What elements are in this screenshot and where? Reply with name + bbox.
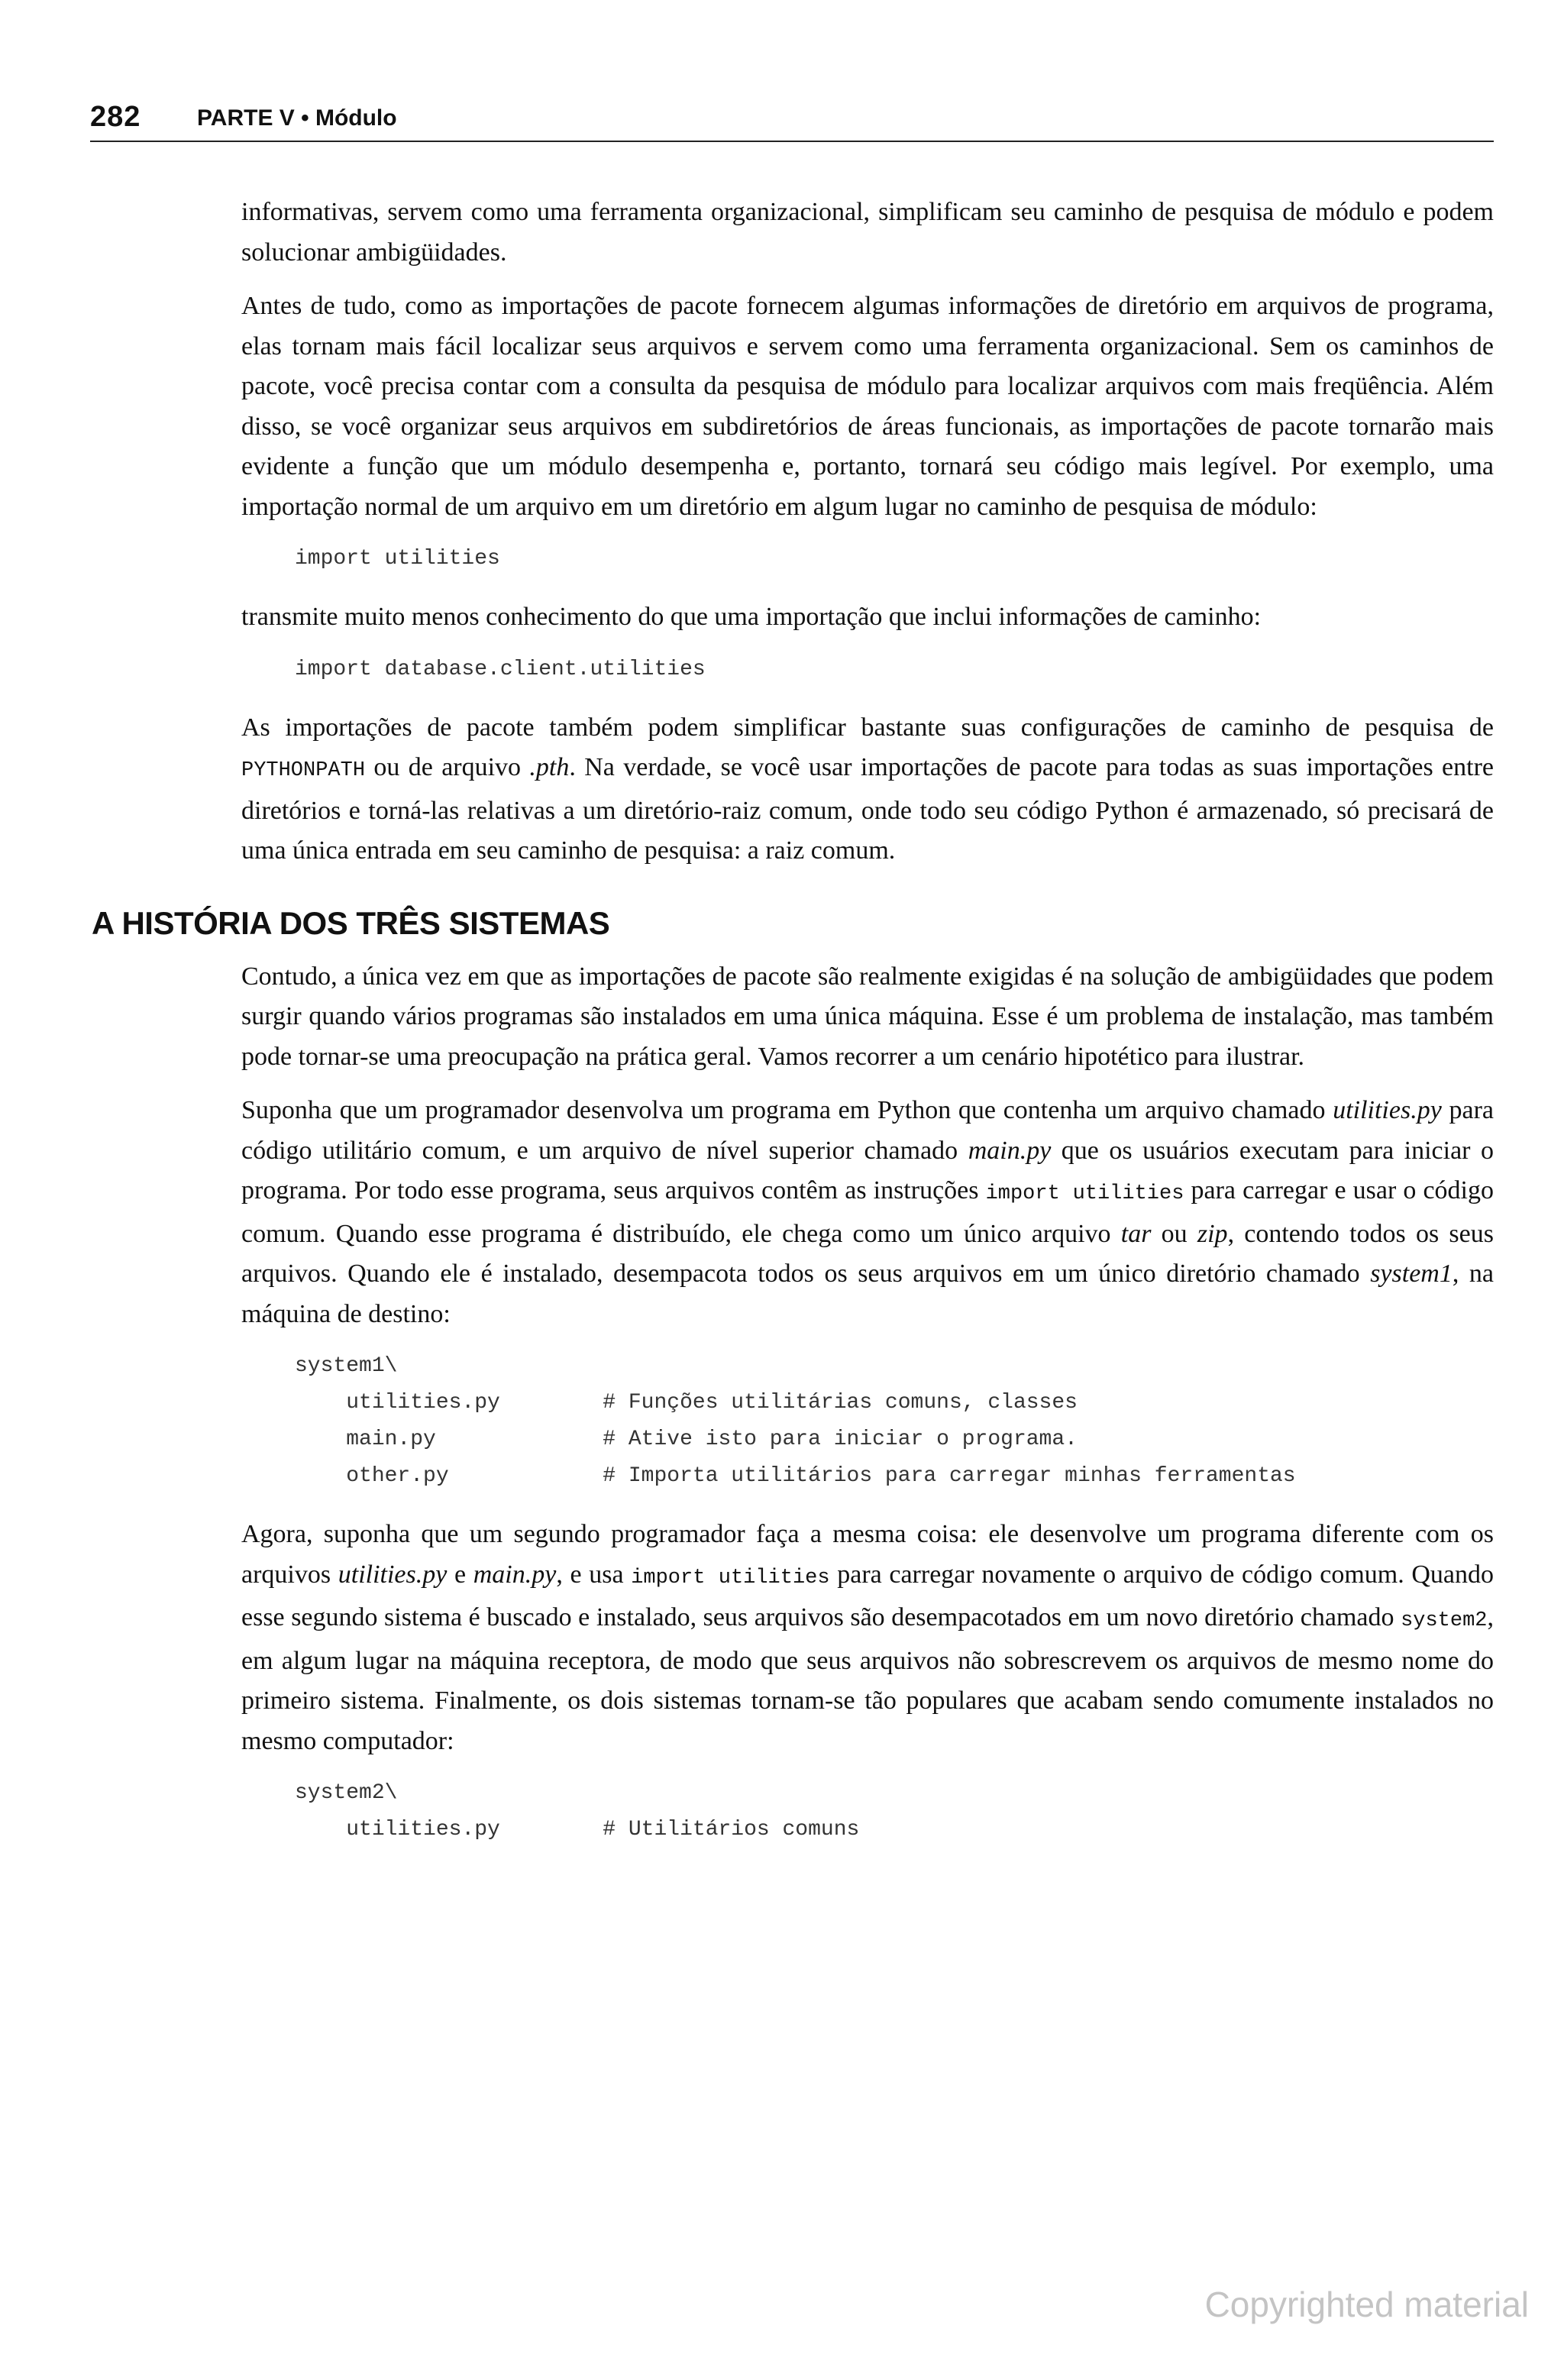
code-block: system2\ utilities.py # Utilitários comuns (295, 1781, 860, 1842)
paragraph: Contudo, a única vez em que as importações de pacote são realmente exigidas é na solução de ambigüidades que podem surgir quando vários programas são instalados em uma única máquina. Esse é um problema de instalação, mas também pode tornar-se uma preocupação na prática geral. Vamos recorrer a um cenário hipotético para ilustrar. (241, 962, 1494, 1071)
paragraph: As importações de pacote também podem simplificar bastante suas configurações de caminho de pesquisa de PYTHONPATH ou de arquivo .pth. Na verdade, se você usar importações de pacote para todas as suas importações entre diretórios e torná-las relativas a um diretório-raiz comum, onde todo seu código Python é armazenado, só precisará de uma única entrada em seu caminho de pesquisa: a raiz comum. (241, 713, 1494, 865)
paragraph: transmite muito menos conhecimento do que uma importação que inclui informações de caminho: (241, 603, 1262, 631)
code-block: system1\ utilities.py # Funções utilitárias comuns, classes main.py # Ative isto para iniciar o programa. other.py # Importa utilitários para carregar minhas ferramentas (295, 1354, 1296, 1488)
paragraph: Agora, suponha que um segundo programador faça a mesma coisa: ele desenvolve um programa diferente com os arquivos utilities.py e main.py, e usa import utilities para carregar novamente o arquivo de código comum. Quando esse segundo sistema é buscado e instalado, seus arquivos são desempacotados em um novo diretório chamado system2, em algum lugar na máquina receptora, de modo que seus arquivos não sobrescrevem os arquivos de mesmo nome do primeiro sistema. Finalmente, os dois sistemas tornam-se tão populares que acabam sendo comumente instalados no mesmo computador: (241, 1520, 1495, 1755)
archive-format: tar (1120, 1219, 1152, 1248)
page-header (90, 98, 1494, 144)
page-number: 282 (90, 101, 141, 133)
code-block: import utilities (295, 547, 500, 571)
inline-code: import utilities (985, 1182, 1184, 1205)
filename: utilities.py (338, 1560, 448, 1589)
copyright-watermark: Copyrighted material (1204, 2285, 1529, 2324)
filename: main.py (473, 1560, 557, 1589)
inline-code: PYTHONPATH (241, 759, 366, 782)
body-text (92, 192, 1495, 1868)
archive-format: zip (1197, 1219, 1228, 1248)
header-rule (90, 141, 1494, 142)
paragraph: informativas, servem como uma ferramenta organizacional, simplificam seu caminho de pesquisa de módulo e podem solucionar ambigüidades. (241, 198, 1494, 267)
filename: main.py (968, 1136, 1052, 1165)
inline-code: import utilities (631, 1566, 830, 1589)
file-extension: .pth (529, 753, 570, 781)
filename: utilities.py (1333, 1096, 1442, 1124)
code-block: import database.client.utilities (295, 657, 706, 681)
directory-name: system1 (1370, 1260, 1453, 1288)
running-head: PARTE V • Módulo (197, 105, 397, 131)
paragraph: Suponha que um programador desenvolva um programa em Python que contenha um arquivo chamado utilities.py para código utilitário comum, e um arquivo de nível superior chamado main.py que os usuários executam para iniciar o programa. Por todo esse programa, seus arquivos contêm as instruções import utilities para carregar e usar o código comum. Quando esse programa é distribuído, ele chega como um único arquivo tar ou zip, contendo todos os seus arquivos. Quando ele é instalado, desempacota todos os seus arquivos em um único diretório chamado system1, na máquina de destino: (241, 1096, 1495, 1328)
paragraph: Antes de tudo, como as importações de pacote fornecem algumas informações de diretório em arquivos de programa, elas tornam mais fácil localizar seus arquivos e servem como uma ferramenta organizacional. Sem os caminhos de pacote, você precisa contar com a consulta da pesquisa de módulo para localizar arquivos com mais freqüência. Além disso, se você organizar seus arquivos em subdiretórios de áreas funcionais, as importações de pacote tornarão mais evidente a função que um módulo desempenha e, portanto, tornará seu código mais legível. Por exemplo, uma importação normal de um arquivo em um diretório em algum lugar no caminho de pesquisa de módulo: (241, 292, 1494, 521)
section-heading: A HISTÓRIA DOS TRÊS SISTEMAS (92, 904, 610, 941)
inline-code: system2 (1401, 1609, 1488, 1632)
